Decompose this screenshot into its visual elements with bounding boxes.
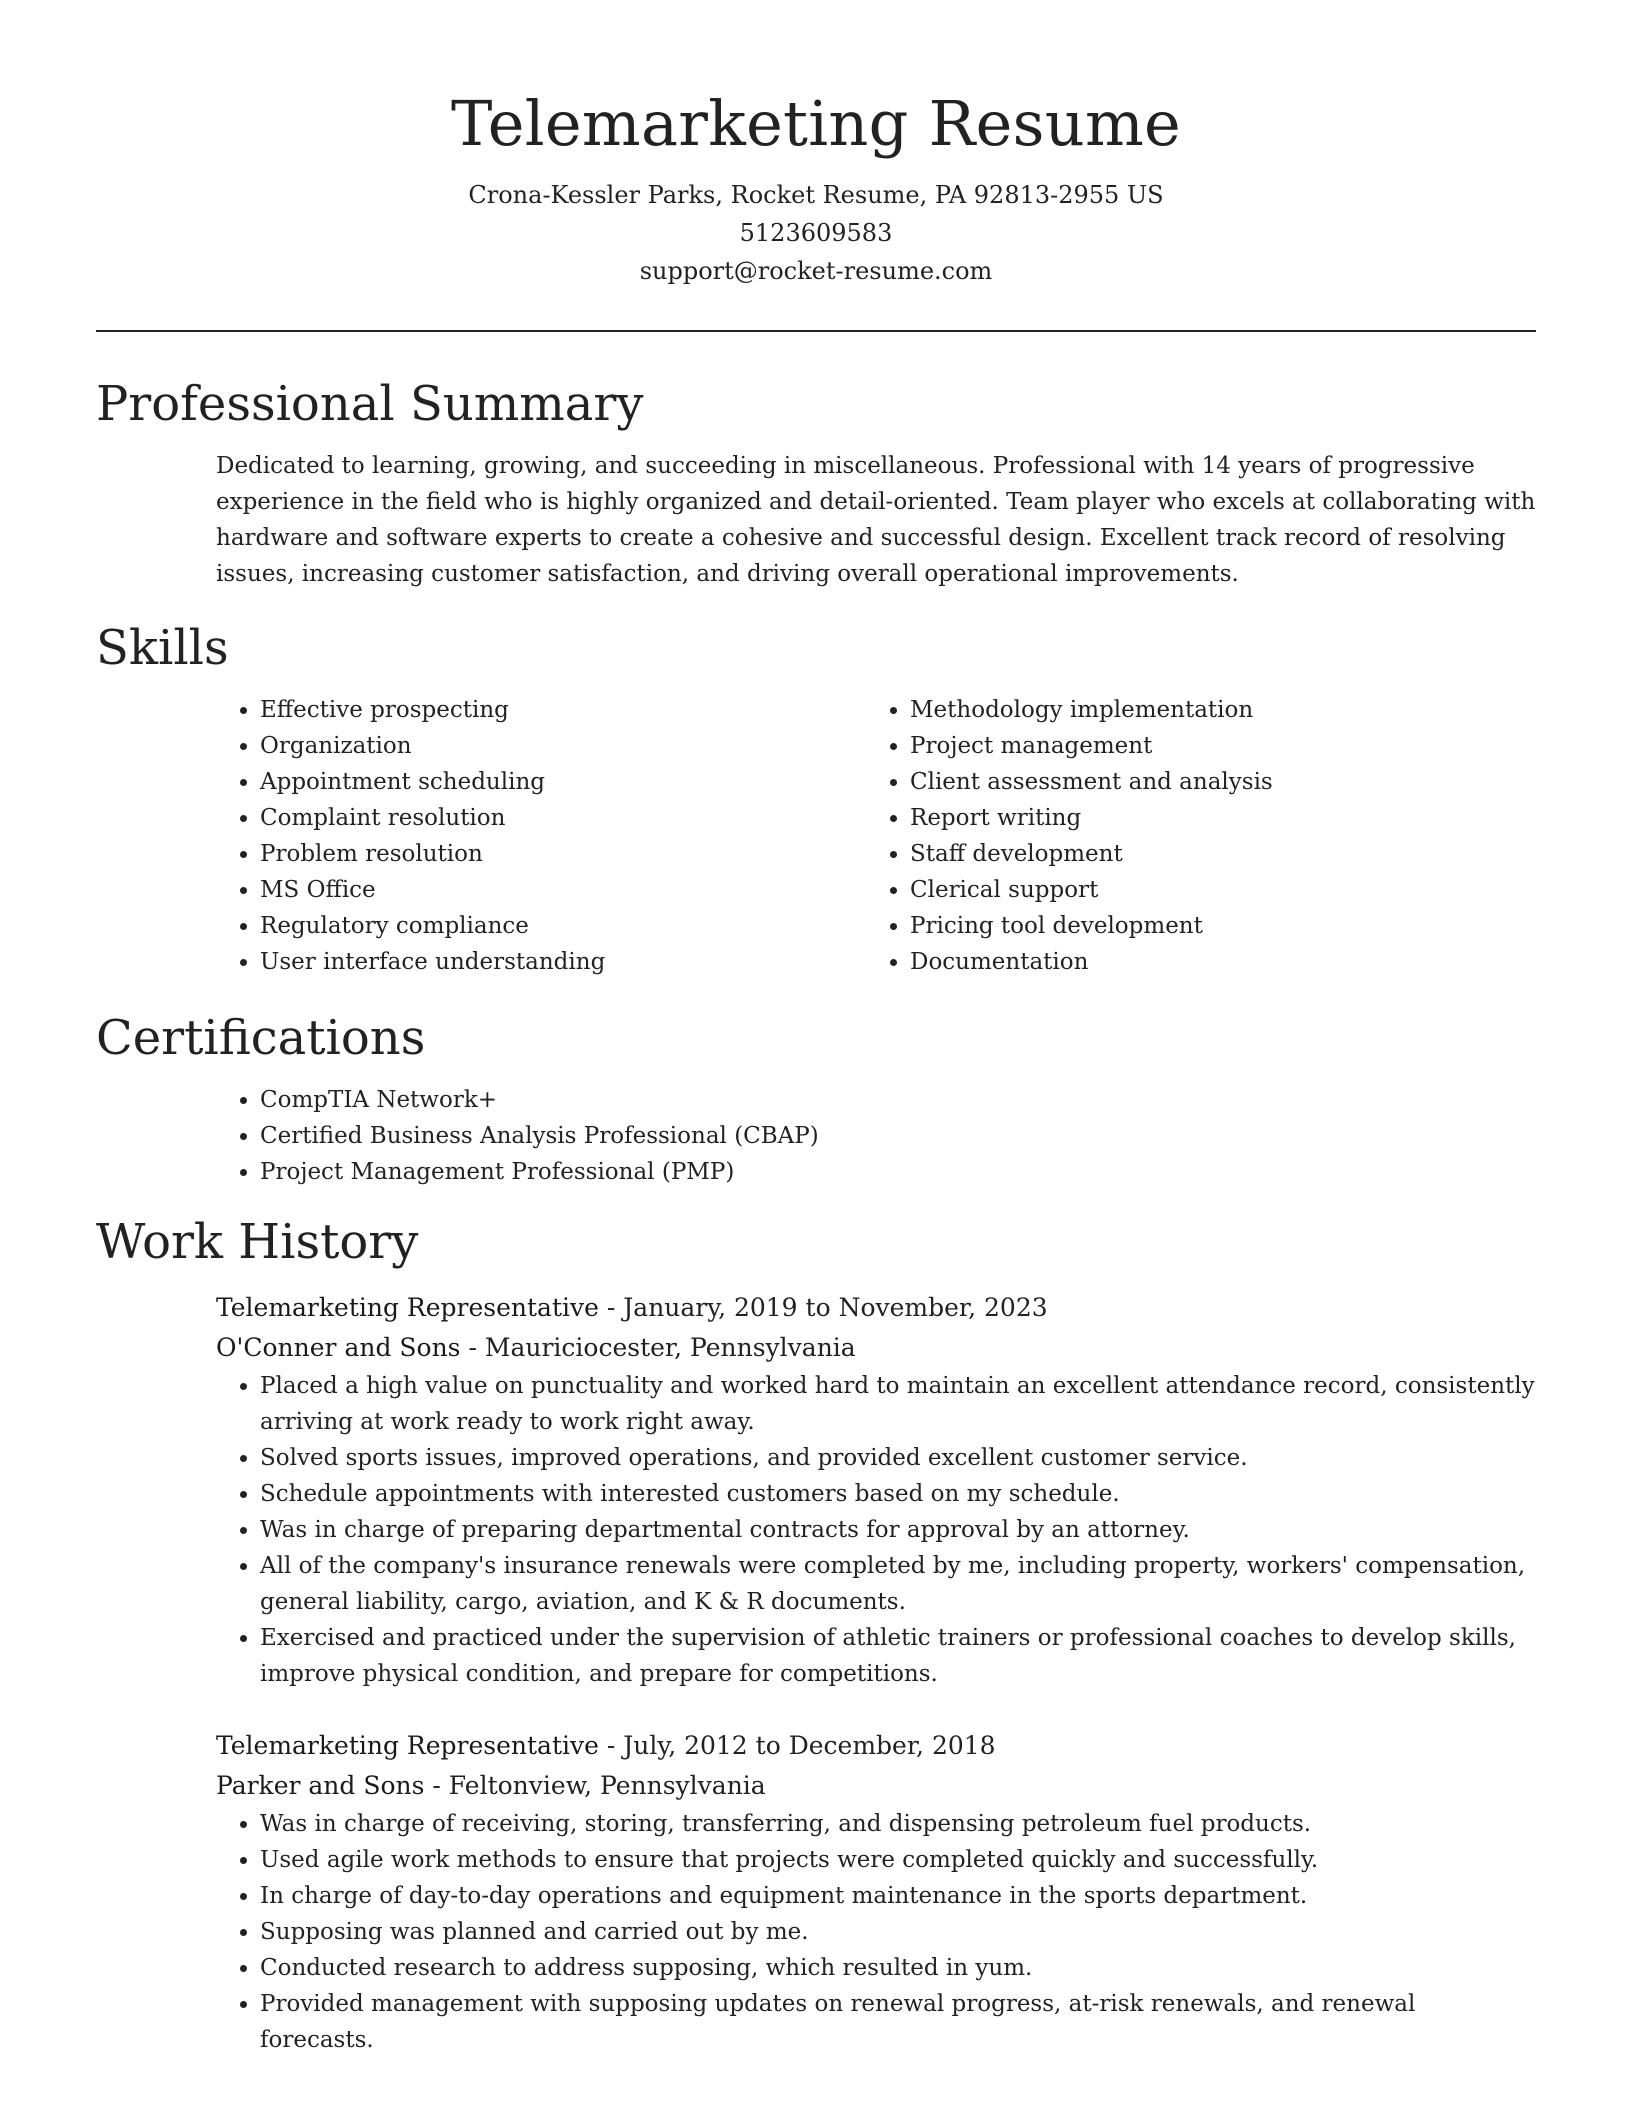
skill-item: • Effective prospecting xyxy=(260,692,866,728)
summary-text: Dedicated to learning, growing, and succeeding in miscellaneous. Professional with 14 years of progressive experience in the field who is highly organized and detail-oriented. Team player who excels at collaborating with hardware and software experts to create a cohesive and successful design. Excellent track record of resolving issues, increasing customer satisfaction, and driving overall operational improvements. xyxy=(216,453,1536,587)
header-divider xyxy=(96,330,1536,332)
job-entry xyxy=(216,1288,1536,1692)
skill-item: • Clerical support xyxy=(910,872,1516,908)
job-bullet: • Conducted research to address supposing, which resulted in yum. xyxy=(260,1950,1536,1986)
address-line: Crona-Kessler Parks, Rocket Resume, PA 92813-2955 US xyxy=(468,181,1164,209)
job-title-line xyxy=(216,1288,1536,1328)
skills-section xyxy=(216,692,1536,980)
skill-item: • Staff development xyxy=(910,836,1516,872)
job-location: - Feltonview, Pennsylvania xyxy=(424,1771,766,1800)
skill-item: • Regulatory compliance xyxy=(260,908,866,944)
certifications-heading: Certifications xyxy=(96,1010,426,1066)
job-bullet: • Exercised and practiced under the supervision of athletic trainers or professional coaches to develop skills, improve physical condition, and prepare for competitions. xyxy=(260,1620,1536,1692)
contact-info xyxy=(96,176,1536,290)
job-bullet: • All of the company's insurance renewals were completed by me, including property, workers' compensation, general liability, cargo, aviation, and K & R documents. xyxy=(260,1548,1536,1620)
job-company-line xyxy=(216,1766,1536,1806)
skill-item: • Problem resolution xyxy=(260,836,866,872)
skill-item: • Project management xyxy=(910,728,1516,764)
certification-item: • Certified Business Analysis Professional (CBAP) xyxy=(260,1118,1536,1154)
skills-column-left xyxy=(216,692,866,980)
resume-title: Telemarketing Resume xyxy=(450,87,1182,160)
skills-list-right xyxy=(866,692,1516,980)
skill-item: • Methodology implementation xyxy=(910,692,1516,728)
email-line: support@rocket-resume.com xyxy=(639,257,993,285)
summary-section xyxy=(216,448,1536,592)
skill-item: • Report writing xyxy=(910,800,1516,836)
job-bullet: • Provided management with supposing updates on renewal progress, at-risk renewals, and renewal forecasts. xyxy=(260,1986,1536,2058)
resume-header xyxy=(96,0,1536,290)
skill-item: • User interface understanding xyxy=(260,944,866,980)
skills-list-left xyxy=(216,692,866,980)
job-dates: - January, 2019 to November, 2023 xyxy=(598,1293,1048,1322)
certification-item: • CompTIA Network+ xyxy=(260,1082,1536,1118)
job-bullet: • Supposing was planned and carried out by me. xyxy=(260,1914,1536,1950)
job-bullet: • Used agile work methods to ensure that projects were completed quickly and successfully. xyxy=(260,1842,1536,1878)
job-company-line xyxy=(216,1328,1536,1368)
skill-item: • MS Office xyxy=(260,872,866,908)
skill-item: • Complaint resolution xyxy=(260,800,866,836)
certifications-list xyxy=(216,1082,1536,1190)
job-bullet: • Placed a high value on punctuality and worked hard to maintain an excellent attendance record, consistently arriving at work ready to work right away. xyxy=(260,1368,1536,1440)
job-title-line xyxy=(216,1726,1536,1766)
job-bullets xyxy=(216,1368,1536,1692)
skills-column-right xyxy=(866,692,1516,980)
work-history-section xyxy=(216,1288,1536,2058)
skills-heading: Skills xyxy=(96,620,229,676)
certification-item: • Project Management Professional (PMP) xyxy=(260,1154,1536,1190)
job-bullet: • Was in charge of preparing departmental contracts for approval by an attorney. xyxy=(260,1512,1536,1548)
certifications-section xyxy=(216,1082,1536,1190)
phone-line: 5123609583 xyxy=(739,219,893,247)
job-dates: - July, 2012 to December, 2018 xyxy=(598,1731,996,1760)
job-bullet: • In charge of day-to-day operations and equipment maintenance in the sports department. xyxy=(260,1878,1536,1914)
job-title: Telemarketing Representative xyxy=(216,1293,599,1322)
work-history-heading: Work History xyxy=(96,1214,419,1270)
skill-item: • Appointment scheduling xyxy=(260,764,866,800)
job-bullet: • Schedule appointments with interested customers based on my schedule. xyxy=(260,1476,1536,1512)
job-company: O'Conner and Sons xyxy=(216,1333,461,1362)
job-bullet: • Solved sports issues, improved operations, and provided excellent customer service. xyxy=(260,1440,1536,1476)
skill-item: • Pricing tool development xyxy=(910,908,1516,944)
skill-item: • Organization xyxy=(260,728,866,764)
job-company: Parker and Sons xyxy=(216,1771,425,1800)
job-title: Telemarketing Representative xyxy=(216,1731,599,1760)
job-location: - Mauriciocester, Pennsylvania xyxy=(460,1333,856,1362)
job-bullet: • Was in charge of receiving, storing, transferring, and dispensing petroleum fuel products. xyxy=(260,1806,1536,1842)
job-entry xyxy=(216,1726,1536,2058)
job-bullets xyxy=(216,1806,1536,2058)
skill-item: • Client assessment and analysis xyxy=(910,764,1516,800)
summary-heading: Professional Summary xyxy=(96,376,644,432)
skill-item: • Documentation xyxy=(910,944,1516,980)
